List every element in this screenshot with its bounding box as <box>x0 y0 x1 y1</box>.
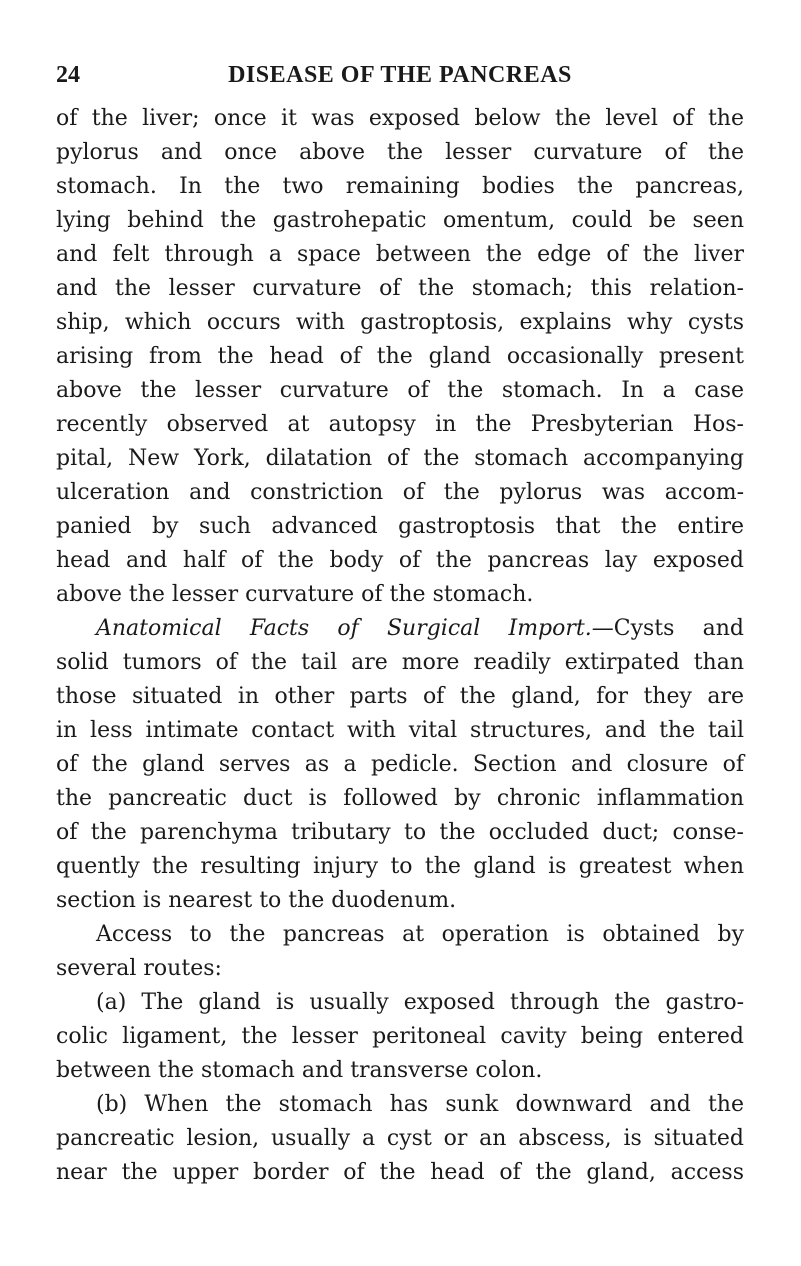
text-run: —Cysts and <box>591 616 745 641</box>
text-line: pital, New York, dilatation of the stomach accompanying <box>56 446 744 471</box>
text-line: of the parenchyma tributary to the occluded duct; conse- <box>56 820 744 845</box>
paragraph-2 <box>56 612 744 918</box>
paragraph-4 <box>56 986 744 1088</box>
text-line: between the stomach and transverse colon. <box>56 1058 543 1083</box>
page-number: 24 <box>56 62 80 88</box>
text-line: those situated in other parts of the gland, for they are <box>56 684 744 709</box>
text-line: in less intimate contact with vital structures, and the tail <box>56 718 744 743</box>
text-line: stomach. In the two remaining bodies the pancreas, <box>56 174 744 199</box>
text-line: lying behind the gastrohepatic omentum, could be seen <box>56 208 744 233</box>
text-line: near the upper border of the head of the gland, access <box>56 1160 744 1185</box>
text-line: quently the resulting injury to the gland is greatest when <box>56 854 744 879</box>
text-line: pylorus and once above the lesser curvature of the <box>56 140 744 165</box>
paragraph-1 <box>56 102 744 612</box>
text-line: (b) When the stomach has sunk downward and the <box>96 1092 744 1117</box>
text-line: and the lesser curvature of the stomach; this relation- <box>56 276 744 301</box>
text-line: ship, which occurs with gastroptosis, explains why cysts <box>56 310 744 335</box>
page-header <box>56 62 744 98</box>
text-line: Access to the pancreas at operation is obtained by <box>96 922 744 947</box>
text-line: recently observed at autopsy in the Presbyterian Hos- <box>56 412 744 437</box>
section-heading: Anatomical Facts of Surgical Import. <box>96 616 592 641</box>
text-line: ulceration and constriction of the pylorus was accom- <box>56 480 744 505</box>
text-line: of the gland serves as a pedicle. Section and closure of <box>56 752 744 777</box>
text-line: panied by such advanced gastroptosis that the entire <box>56 514 744 539</box>
text-line: and felt through a space between the edge of the liver <box>56 242 744 267</box>
text-line <box>56 612 744 646</box>
text-line: (a) The gland is usually exposed through the gastro- <box>96 990 744 1015</box>
text-line: arising from the head of the gland occasionally present <box>56 344 744 369</box>
text-line: above the lesser curvature of the stomach. In a case <box>56 378 744 403</box>
text-line: the pancreatic duct is followed by chronic inflammation <box>56 786 744 811</box>
body-text <box>56 102 744 1190</box>
text-line: above the lesser curvature of the stomach. <box>56 582 534 607</box>
text-line: head and half of the body of the pancreas lay exposed <box>56 548 744 573</box>
book-page <box>56 62 744 1190</box>
text-line: pancreatic lesion, usually a cyst or an abscess, is situated <box>56 1126 744 1151</box>
paragraph-3 <box>56 918 744 986</box>
text-line: several routes: <box>56 956 222 981</box>
text-line: colic ligament, the lesser peritoneal cavity being entered <box>56 1024 744 1049</box>
text-line: of the liver; once it was exposed below the level of the <box>56 106 744 131</box>
running-head: DISEASE OF THE PANCREAS <box>228 62 572 88</box>
text-line: section is nearest to the duodenum. <box>56 888 457 913</box>
text-line: solid tumors of the tail are more readily extirpated than <box>56 650 744 675</box>
paragraph-5 <box>56 1088 744 1190</box>
